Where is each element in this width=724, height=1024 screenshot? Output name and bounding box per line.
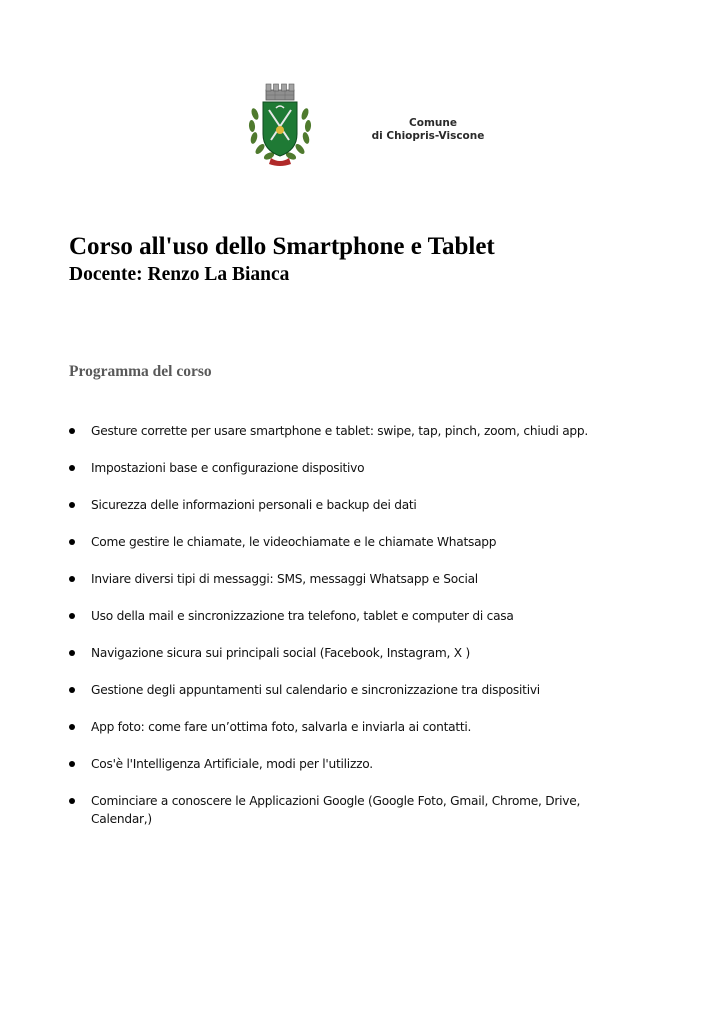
municipality-name xyxy=(358,117,508,143)
bullet-icon xyxy=(69,613,75,619)
program-item xyxy=(66,792,626,828)
course-teacher: Docente: Renzo La Bianca xyxy=(69,264,290,285)
program-item xyxy=(66,755,626,773)
program-item-text: Come gestire le chiamate, le videochiamate e le chiamate Whatsapp xyxy=(91,535,497,549)
program-item xyxy=(66,607,626,625)
program-item xyxy=(66,681,626,699)
bullet-icon xyxy=(69,798,75,804)
program-item xyxy=(66,533,626,551)
bullet-icon xyxy=(69,724,75,730)
program-item xyxy=(66,496,626,514)
coat-of-arms-emblem xyxy=(243,78,317,170)
program-item-text: Impostazioni base e configurazione dispositivo xyxy=(91,461,365,475)
bullet-icon xyxy=(69,761,75,767)
program-item xyxy=(66,570,626,588)
program-item xyxy=(66,718,626,736)
bullet-icon xyxy=(69,539,75,545)
program-item-text: Inviare diversi tipi di messaggi: SMS, messaggi Whatsapp e Social xyxy=(91,572,478,586)
program-item xyxy=(66,459,626,477)
program-item-text: Sicurezza delle informazioni personali e backup dei dati xyxy=(91,498,417,512)
ribbon-icon xyxy=(269,158,291,166)
bullet-icon xyxy=(69,687,75,693)
program-item-text: Gestione degli appuntamenti sul calendario e sincronizzazione tra dispositivi xyxy=(91,683,540,697)
crown-icon xyxy=(266,84,294,100)
program-item-text: Cominciare a conoscere le Applicazioni Google (Google Foto, Gmail, Chrome, Drive, Calendar,) xyxy=(91,794,581,826)
bullet-icon xyxy=(69,576,75,582)
program-list xyxy=(66,422,626,847)
program-heading: Programma del corso xyxy=(69,363,212,380)
program-item-text: Cos'è l'Intelligenza Artificiale, modi per l'utilizzo. xyxy=(91,757,373,771)
bullet-icon xyxy=(69,650,75,656)
program-item-text: Gesture corrette per usare smartphone e tablet: swipe, tap, pinch, zoom, chiudi app. xyxy=(91,424,589,438)
bullet-icon xyxy=(69,465,75,471)
municipality-line-1: Comune xyxy=(409,117,457,129)
bullet-icon xyxy=(69,502,75,508)
program-item-text: Navigazione sicura sui principali social (Facebook, Instagram, X ) xyxy=(91,646,470,660)
course-title: Corso all'uso dello Smartphone e Tablet xyxy=(69,233,495,260)
program-item-text: App foto: come fare un’ottima foto, salvarla e inviarla ai contatti. xyxy=(91,720,472,734)
program-item xyxy=(66,644,626,662)
municipality-line-2: di Chiopris-Viscone xyxy=(371,130,485,142)
program-item-text: Uso della mail e sincronizzazione tra telefono, tablet e computer di casa xyxy=(91,609,514,623)
bullet-icon xyxy=(69,428,75,434)
program-item xyxy=(66,422,626,440)
